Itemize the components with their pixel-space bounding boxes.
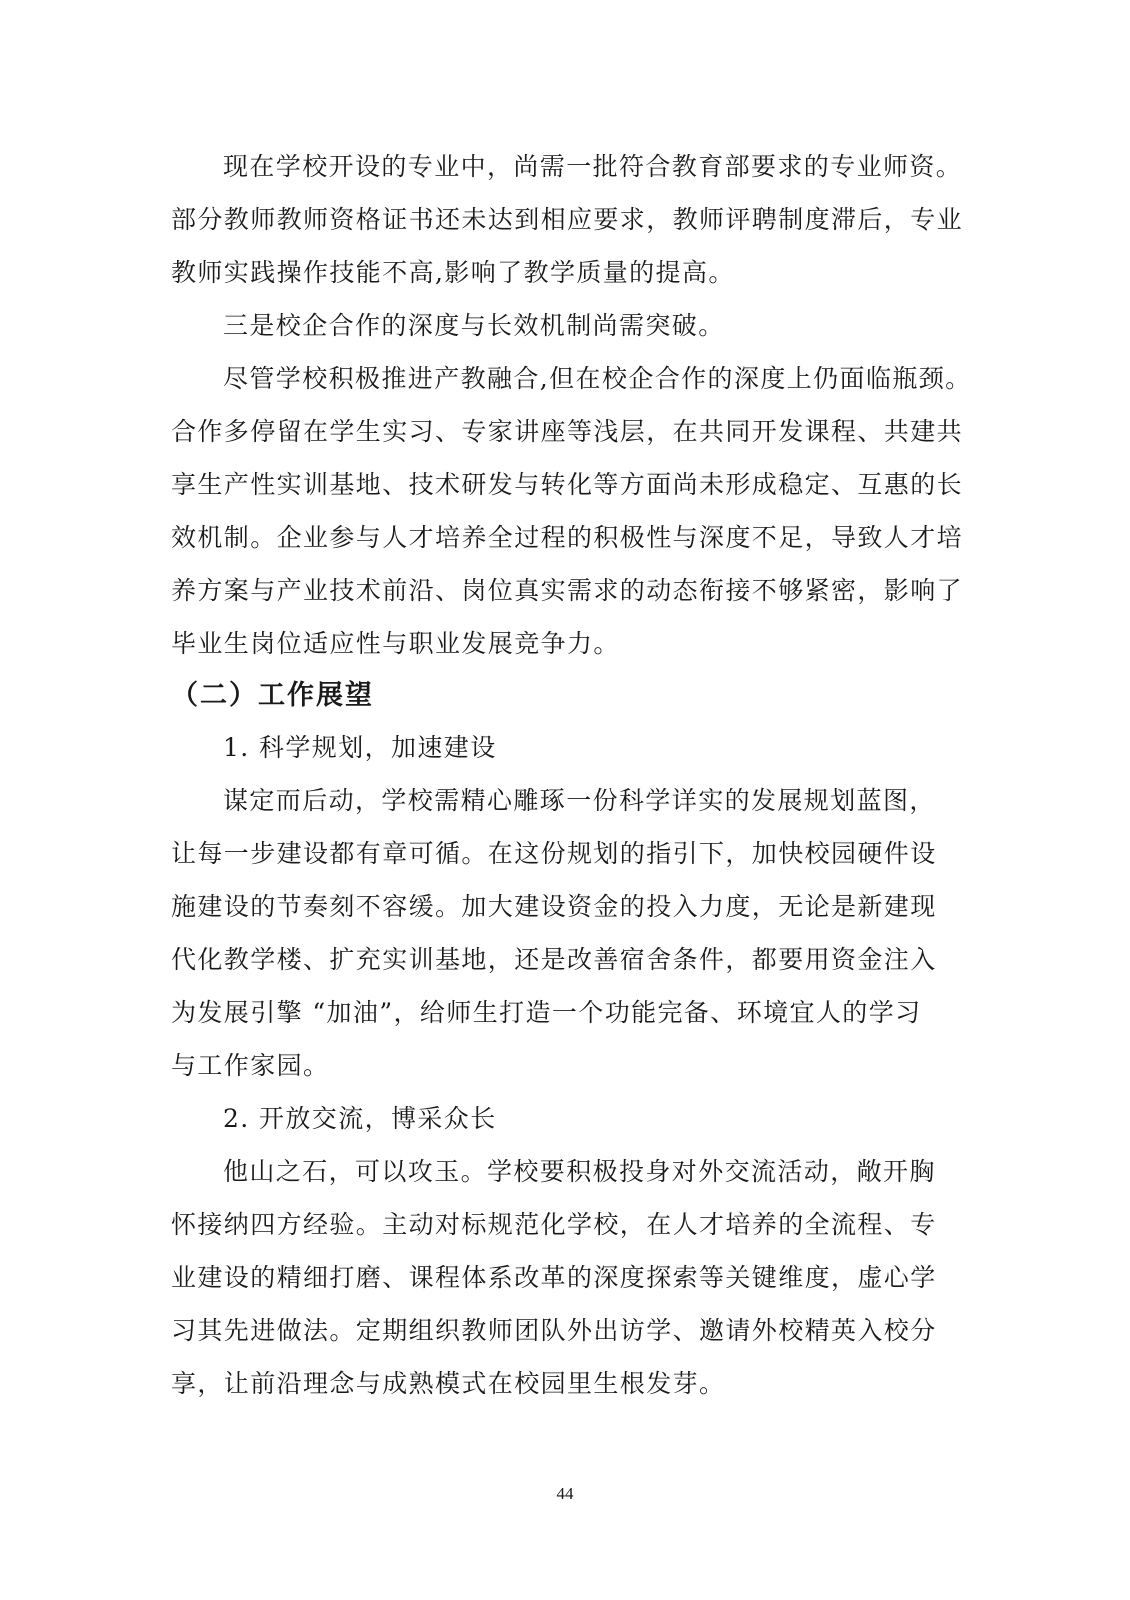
item-1-line-1: 谋定而后动，学校需精心雕琢一份科学详实的发展规划蓝图，	[223, 786, 936, 815]
item-2-line-2: 怀接纳四方经验。主动对标规范化学校，在人才培养的全流程、专	[171, 1210, 937, 1239]
item-1-line-4: 代化教学楼、扩充实训基地，还是改善宿舍条件，都要用资金注入	[171, 945, 937, 974]
item-1-line-6: 与工作家园。	[171, 1051, 330, 1080]
paragraph-2-line-3: 享生产性实训基地、技术研发与转化等方面尚未形成稳定、互惠的长	[171, 470, 964, 499]
item-2-line-1: 他山之石，可以攻玉。学校要积极投身对外交流活动，敞开胸	[223, 1157, 936, 1186]
item-2-line-4: 习其先进做法。定期组织教师团队外出访学、邀请外校精英入校分	[171, 1316, 937, 1345]
section-heading: （二）工作展望	[171, 680, 374, 711]
item-1-title: 1. 科学规划，加速建设	[223, 733, 497, 762]
item-2-line-3: 业建设的精细打磨、课程体系改革的深度探索等关键维度，虚心学	[171, 1263, 937, 1292]
paragraph-2-line-2: 合作多停留在学生实习、专家讲座等浅层，在共同开发课程、共建共	[171, 417, 964, 446]
item-1-line-2: 让每一步建设都有章可循。在这份规划的指引下，加快校园硬件设	[171, 839, 937, 868]
paragraph-1-line-3: 教师实践操作技能不高,影响了教学质量的提高。	[171, 258, 735, 287]
paragraph-2-line-6: 毕业生岗位适应性与职业发展竞争力。	[171, 629, 620, 658]
paragraph-2-line-1: 尽管学校积极推进产教融合,但在校企合作的深度上仍面临瓶颈。	[223, 364, 972, 393]
page-number: 44	[556, 1484, 574, 1503]
item-2-title: 2. 开放交流，博采众长	[223, 1104, 497, 1133]
point-3-title: 三是校企合作的深度与长效机制尚需突破。	[223, 311, 725, 340]
paragraph-1-line-2: 部分教师教师资格证书还未达到相应要求，教师评聘制度滞后，专业	[171, 205, 964, 234]
paragraph-1-line-1: 现在学校开设的专业中，尚需一批符合教育部要求的专业师资。	[223, 152, 963, 181]
paragraph-2-line-5: 养方案与产业技术前沿、岗位真实需求的动态衔接不够紧密，影响了	[171, 576, 964, 605]
item-1-line-5: 为发展引擎 “加油”，给师生打造一个功能完备、环境宜人的学习	[171, 998, 922, 1027]
item-2-line-5: 享，让前沿理念与成熟模式在校园里生根发芽。	[171, 1369, 726, 1398]
item-1-line-3: 施建设的节奏刻不容缓。加大建设资金的投入力度，无论是新建现	[171, 892, 937, 921]
paragraph-2-line-4: 效机制。企业参与人才培养全过程的积极性与深度不足，导致人才培	[171, 523, 964, 552]
